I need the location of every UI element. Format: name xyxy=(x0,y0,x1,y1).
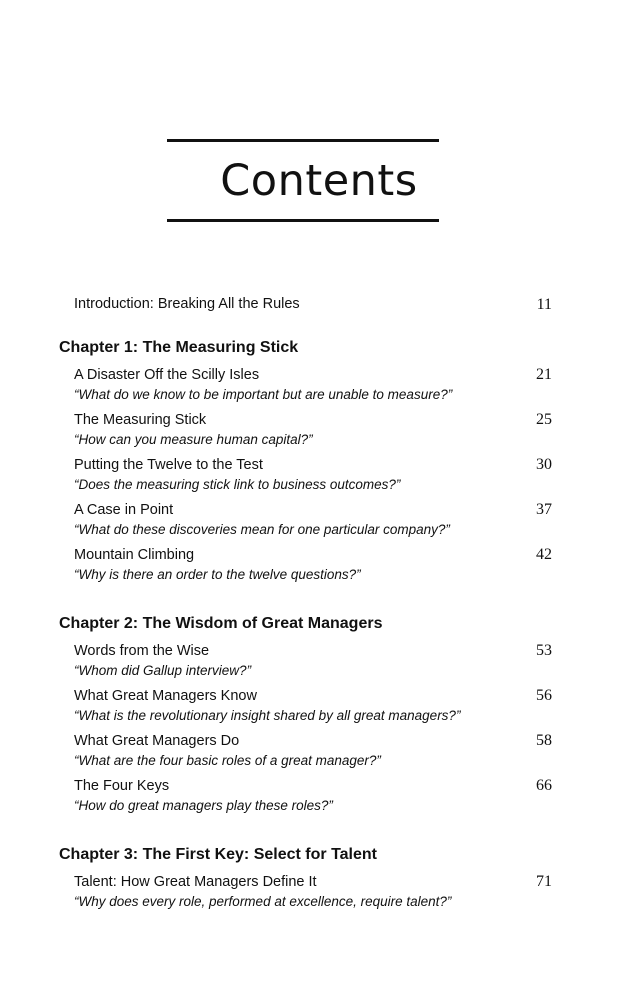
entry-page-number: 71 xyxy=(536,873,552,890)
toc-entry[interactable] xyxy=(0,501,638,543)
chapter-heading[interactable]: Chapter 2: The Wisdom of Great Managers xyxy=(59,615,383,632)
entry-question: “What do we know to be important but are unable to measure?” xyxy=(74,387,453,402)
entry-page-number: 56 xyxy=(536,687,552,704)
toc-entry[interactable] xyxy=(0,411,638,453)
toc-entry-introduction[interactable] xyxy=(0,296,638,316)
chapter-heading[interactable]: Chapter 1: The Measuring Stick xyxy=(59,339,299,356)
entry-question: “Whom did Gallup interview?” xyxy=(74,663,252,678)
page-title: Contents xyxy=(220,156,418,206)
chapter-2 xyxy=(0,614,638,819)
table-of-contents xyxy=(0,296,638,941)
toc-entry[interactable] xyxy=(0,456,638,498)
entry-title: Talent: How Great Managers Define It xyxy=(74,874,317,890)
entry-page-number: 21 xyxy=(536,366,552,383)
entry-title: A Case in Point xyxy=(74,502,174,518)
entry-title: The Four Keys xyxy=(74,778,170,794)
entry-title: Putting the Twelve to the Test xyxy=(74,457,263,473)
entry-question: “What are the four basic roles of a great manager?” xyxy=(74,753,381,768)
toc-entry[interactable] xyxy=(0,642,638,684)
chapter-3 xyxy=(0,845,638,915)
entry-title: What Great Managers Know xyxy=(74,688,257,704)
entry-title: A Disaster Off the Scilly Isles xyxy=(74,367,260,383)
entry-page-number: 37 xyxy=(536,501,552,518)
entry-page-number: 11 xyxy=(536,296,552,313)
entry-title: What Great Managers Do xyxy=(74,733,240,749)
entry-question: “Why does every role, performed at excellence, require talent?” xyxy=(74,894,452,909)
entry-question: “How can you measure human capital?” xyxy=(74,432,313,447)
entry-question: “What do these discoveries mean for one particular company?” xyxy=(74,522,450,537)
toc-entry[interactable] xyxy=(0,873,638,915)
entry-page-number: 30 xyxy=(536,456,552,473)
entry-page-number: 25 xyxy=(536,411,552,428)
entry-page-number: 42 xyxy=(536,546,552,563)
entry-title: Introduction: Breaking All the Rules xyxy=(74,296,300,312)
toc-entry[interactable] xyxy=(0,546,638,588)
chapter-heading[interactable]: Chapter 3: The First Key: Select for Talent xyxy=(59,846,377,863)
entry-question: “What is the revolutionary insight shared by all great managers?” xyxy=(74,708,461,723)
entry-question: “How do great managers play these roles?” xyxy=(74,798,333,813)
entry-question: “Why is there an order to the twelve questions?” xyxy=(74,567,361,582)
entry-page-number: 58 xyxy=(536,732,552,749)
toc-entry[interactable] xyxy=(0,732,638,774)
toc-entry[interactable] xyxy=(0,777,638,819)
title-rule-top xyxy=(167,139,439,142)
entry-title: The Measuring Stick xyxy=(74,412,207,428)
chapter-1 xyxy=(0,338,638,588)
toc-entry[interactable] xyxy=(0,687,638,729)
entry-title: Words from the Wise xyxy=(74,643,210,659)
title-rule-bottom xyxy=(167,219,439,222)
toc-entry[interactable] xyxy=(0,366,638,408)
entry-page-number: 66 xyxy=(536,777,552,794)
entry-page-number: 53 xyxy=(536,642,552,659)
entry-question: “Does the measuring stick link to business outcomes?” xyxy=(74,477,401,492)
entry-title: Mountain Climbing xyxy=(74,547,195,563)
